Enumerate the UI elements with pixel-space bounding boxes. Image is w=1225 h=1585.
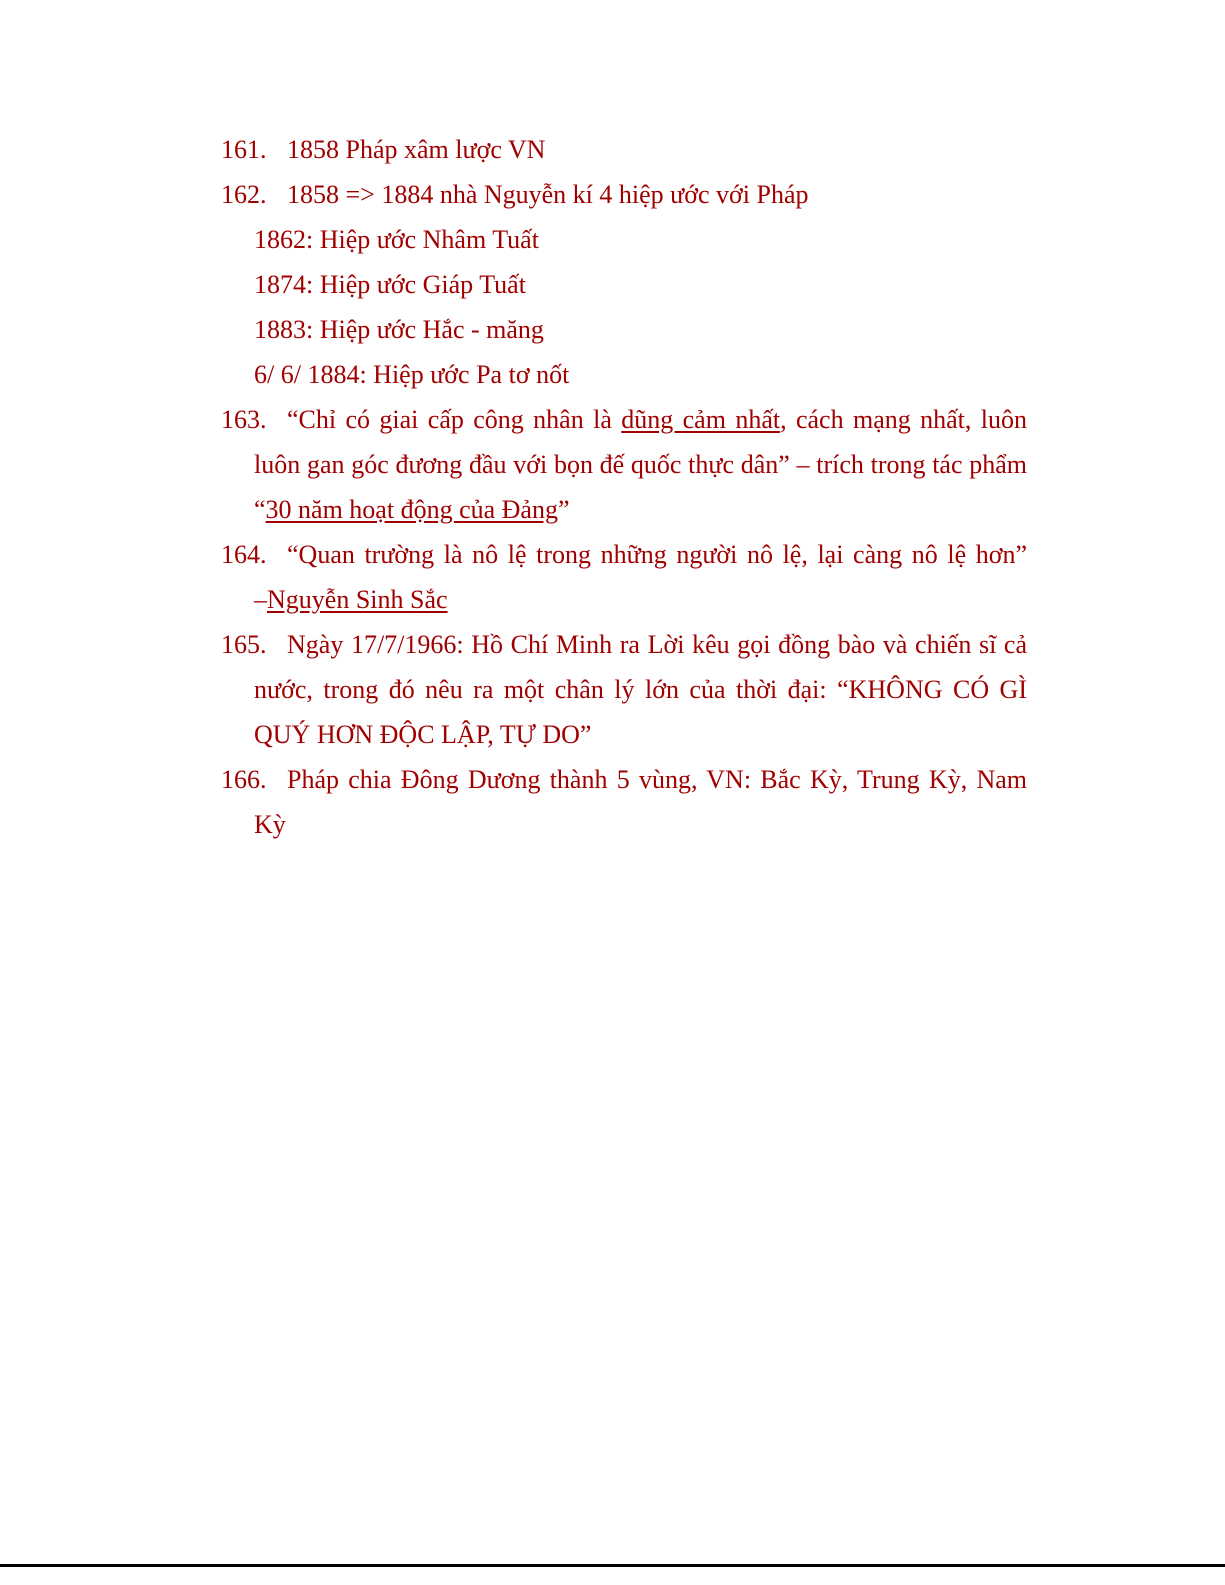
item-continuation: Kỳ: [254, 810, 286, 839]
list-item-165: [221, 622, 1027, 667]
sub-item: 6/ 6/ 1884: Hiệp ước Pa tơ nốt: [254, 360, 570, 389]
item-continuation: QUÝ HƠN ĐỘC LẬP, TỰ DO”: [254, 720, 592, 749]
author-name: Nguyễn Sinh Sắc: [267, 585, 448, 614]
item-text: “Chỉ có giai cấp công nhân là: [287, 405, 622, 434]
close-quote: ”: [557, 495, 570, 524]
item-number: 164.: [221, 540, 267, 569]
dash: –: [254, 585, 267, 614]
item-number: 163.: [221, 405, 267, 434]
item-text: 1858 => 1884 nhà Nguyễn kí 4 hiệp ước với Pháp: [287, 180, 809, 209]
item-continuation: nước, trong đó nêu ra một chân lý lớn của thời đại: “KHÔNG CÓ GÌ: [254, 675, 1027, 704]
list-item-162: [221, 172, 1027, 217]
item-continuation: luôn gan góc đương đầu với bọn đế quốc thực dân” – trích trong tác phẩm: [254, 450, 1027, 479]
item-number: 165.: [221, 630, 267, 659]
item-number: 162.: [221, 180, 267, 209]
item-text: 1858 Pháp xâm lược VN: [287, 135, 546, 164]
item-continuation: [221, 577, 1027, 622]
page-bottom-border: [0, 1564, 1225, 1567]
item-text: Ngày 17/7/1966: Hồ Chí Minh ra Lời kêu gọi đồng bào và chiến sĩ cả: [287, 630, 1027, 659]
open-quote: “: [254, 495, 266, 524]
work-title: 30 năm hoạt động của Đảng: [265, 495, 558, 524]
item-number: 161.: [221, 135, 267, 164]
list-item-163: [221, 397, 1027, 442]
sub-item: 1883: Hiệp ước Hắc - măng: [254, 315, 544, 344]
item-text: “Quan trường là nô lệ trong những người nô lệ, lại càng nô lệ hơn”: [287, 540, 1027, 569]
item-continuation: [221, 487, 1027, 532]
list-item-166: [221, 757, 1027, 802]
underlined-phrase: dũng cảm nhất: [621, 405, 781, 434]
list-item-164: [221, 532, 1027, 577]
list-item-161: [221, 127, 1027, 172]
item-text: Pháp chia Đông Dương thành 5 vùng, VN: Bắc Kỳ, Trung Kỳ, Nam: [287, 765, 1027, 794]
sub-item: 1874: Hiệp ước Giáp Tuất: [254, 270, 526, 299]
sub-item: 1862: Hiệp ước Nhâm Tuất: [254, 225, 539, 254]
numbered-list: [221, 127, 1027, 847]
item-number: 166.: [221, 765, 267, 794]
item-text: , cách mạng nhất, luôn: [780, 405, 1027, 434]
